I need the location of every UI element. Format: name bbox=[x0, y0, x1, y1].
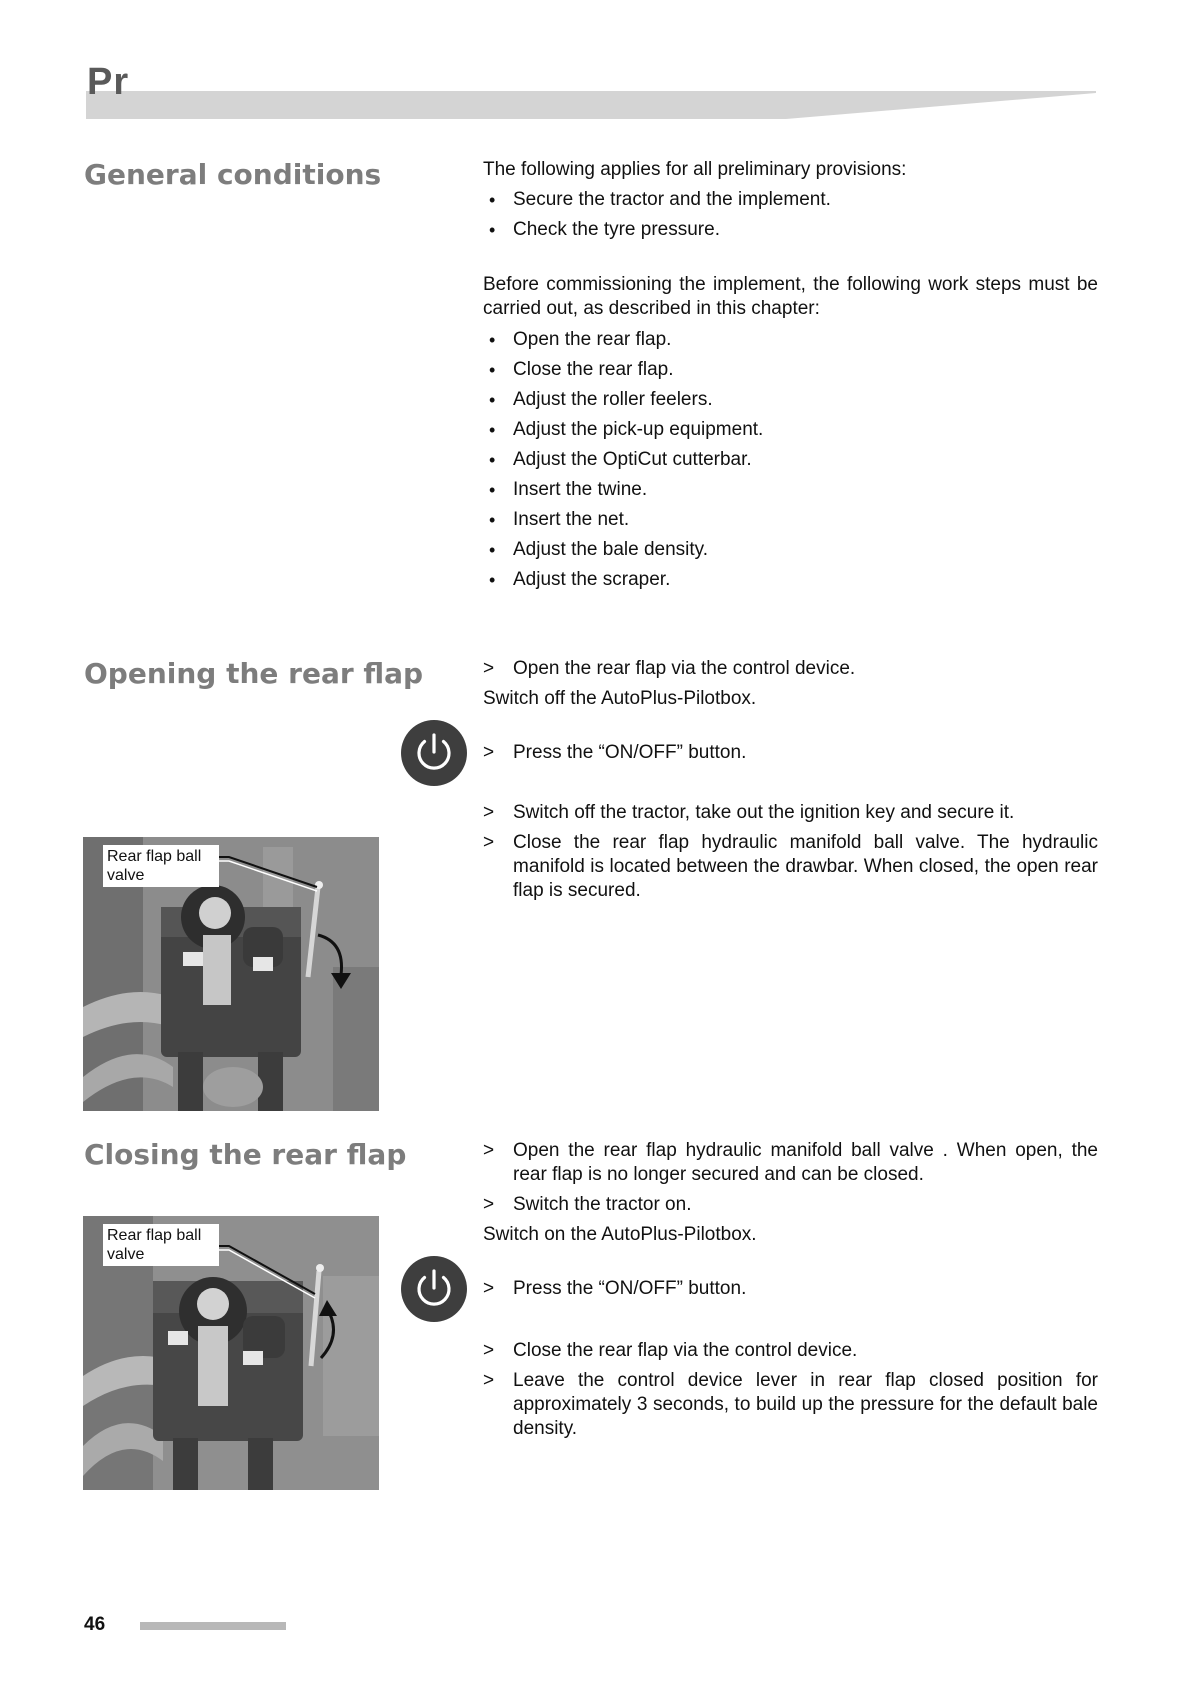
footer-bar bbox=[140, 1622, 286, 1630]
section-heading-general: General conditions bbox=[84, 158, 382, 191]
chapter-title: Pr bbox=[87, 61, 130, 103]
section-heading-opening: Opening the rear flap bbox=[84, 657, 424, 690]
step-marker: > bbox=[483, 1278, 495, 1299]
photo-rear-flap-ball-valve-closed bbox=[83, 837, 379, 1111]
bullet-icon: • bbox=[489, 480, 496, 500]
section-heading-closing: Closing the rear flap bbox=[84, 1138, 407, 1171]
step-marker: > bbox=[483, 832, 495, 853]
power-icon bbox=[401, 720, 467, 786]
bullet-icon: • bbox=[489, 190, 496, 210]
bullet-icon: • bbox=[489, 570, 496, 590]
bullet-icon: • bbox=[489, 220, 496, 240]
before-text: Before commissioning the implement, the following work steps must be carried out, as described in this chapter: bbox=[483, 274, 1098, 319]
photo-label: Rear flap ball valve bbox=[103, 1224, 219, 1266]
step-marker: > bbox=[483, 658, 495, 679]
note-text: Switch on the AutoPlus-Pilotbox. bbox=[483, 1224, 757, 1245]
power-icon bbox=[401, 1256, 467, 1322]
note-text: Switch off the AutoPlus-Pilotbox. bbox=[483, 688, 757, 709]
step-marker: > bbox=[483, 742, 495, 763]
header-bar bbox=[86, 89, 1096, 119]
page-number: 46 bbox=[84, 1614, 106, 1635]
step-marker: > bbox=[483, 1140, 495, 1161]
photo-label: Rear flap ball valve bbox=[103, 845, 219, 887]
step-marker: > bbox=[483, 1340, 495, 1361]
intro-text: The following applies for all preliminary provisions: bbox=[483, 159, 907, 180]
bullet-icon: • bbox=[489, 540, 496, 560]
step-marker: > bbox=[483, 802, 495, 823]
bullet-icon: • bbox=[489, 420, 496, 440]
step-marker: > bbox=[483, 1194, 495, 1215]
step-marker: > bbox=[483, 1370, 495, 1391]
bullet-icon: • bbox=[489, 510, 496, 530]
photo-rear-flap-ball-valve-open bbox=[83, 1216, 379, 1490]
bullet-icon: • bbox=[489, 330, 496, 350]
bullet-icon: • bbox=[489, 450, 496, 470]
bullet-icon: • bbox=[489, 390, 496, 410]
bullet-icon: • bbox=[489, 360, 496, 380]
